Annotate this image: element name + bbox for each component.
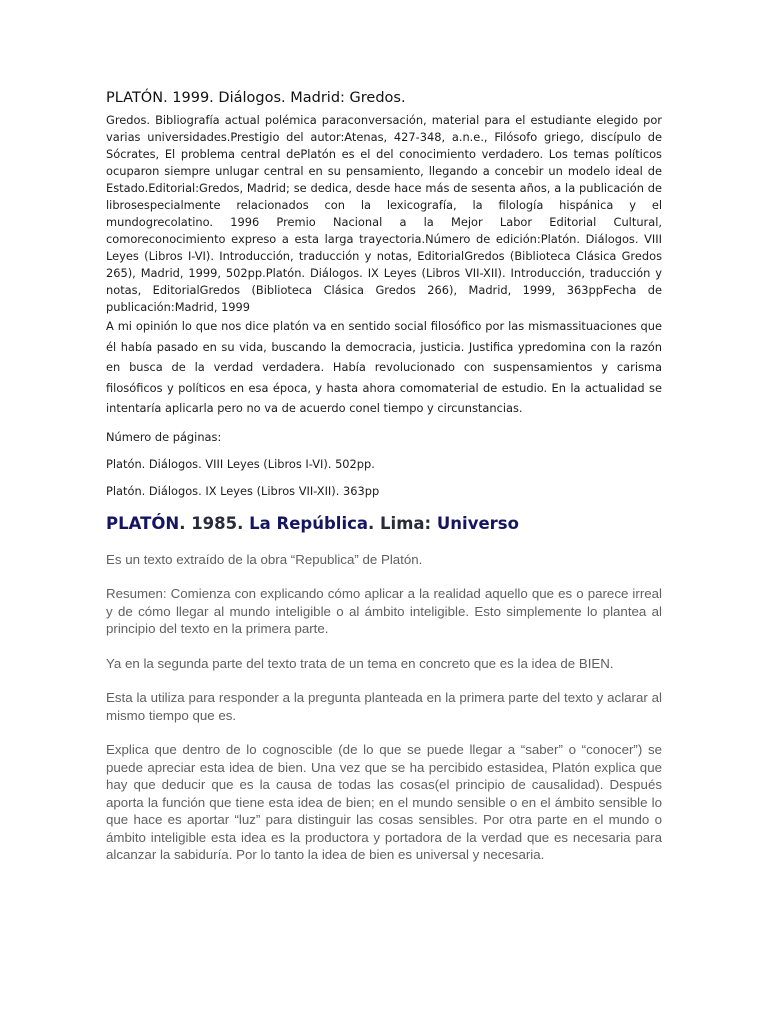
heading2-year: . 1985. xyxy=(179,513,250,533)
paragraph-extract: Es un texto extraído de la obra “Republica” de Platón. xyxy=(106,551,423,567)
heading2-title: La República xyxy=(249,513,369,533)
heading-platon-1985 xyxy=(106,513,662,535)
paragraph-summary: Resumen: Comienza con explicando cómo aplicar a la realidad aquello que es o parece irreal y de cómo llegar al mundo inteligible o al ámbito inteligible. Esto simplemente lo plantea al principio del texto en la primera parte. xyxy=(106,586,662,636)
heading-platon-1999: PLATÓN. 1999. Diálogos. Madrid: Gredos. xyxy=(106,90,406,106)
paragraph-explanation: Explica que dentro de lo cognoscible (de lo que se puede llegar a “saber” o “conocer”) se puede apreciar esta idea de bien. Una vez que se ha percibido estasidea, Platón explica que hay que deducir que es la causa de todas las cosas(el principio de causalidad). Después aporta la función que tiene esta idea de bien; en el mundo sensible o en el ámbito sensible lo que hace es aportar “luz” para distinguir las cosas sensibles. Por otra parte en el mundo o ámbito inteligible esta idea es la productora y portadora de la verdad que es necesaria para alcanzar la sabiduría. Por lo tanto la idea de bien es universal y necesaria. xyxy=(106,742,662,862)
heading2-place: . Lima: xyxy=(368,513,437,533)
paragraph-second-part: Ya en la segunda parte del texto trata de un tema en concreto que es la idea de BIEN. xyxy=(106,655,614,671)
paragraph-opinion: A mi opinión lo que nos dice platón va en sentido social filosófico por las mismassituaciones que él había pasado en su vida, buscando la democracia, justicia. Justifica ypredomina con la razón en busca de la verdad verdadera. Había revolucionado con suspensamientos y carisma filosóficos y políticos en esa época, y hasta ahora comomaterial de estudio. En la actualidad se intentaría aplicarla pero no va de acuerdo conel tiempo y circunstancias. xyxy=(106,319,662,415)
paragraph-bibliography: Gredos. Bibliografía actual polémica paraconversación, material para el estudiante elegido por varias universidades.Prestigio del autor:Atenas, 427-348, a.n.e., Filósofo griego, discípulo de Sócrates, El problema central dePlatón es el del conocimiento verdadero. Los temas políticos ocuparon siempre unlugar central en su pensamiento, llegando a concebir un modelo ideal de Estado.Editorial:Gredos, Madrid; se dedica, desde hace más de sesenta años, a la publicación de librosespecialmente relacionados con la lexicografía, la filología hispánica y el mundogrecolatino. 1996 Premio Nacional a la Mejor Labor Editorial Cultural, comoreconocimiento expreso a esta larga trayectoria.Número de edición:Platón. Diálogos. VIII Leyes (Libros I-VI). Introducción, traducción y notas, EditorialGredos (Biblioteca Clásica Gredos 265), Madrid, 1999, 502pp.Platón. Diálogos. IX Leyes (Libros VII-XII). Introducción, traducción y notas, EditorialGredos (Biblioteca Clásica Gredos 266), Madrid, 1999, 363ppFecha de publicación:Madrid, 1999 xyxy=(106,113,662,314)
pages-line-2: Platón. Diálogos. IX Leyes (Libros VII-XII). 363pp xyxy=(106,483,380,498)
paragraph-usage: Esta la utiliza para responder a la pregunta planteada en la primera parte del texto y aclarar al mismo tiempo que es. xyxy=(106,690,662,723)
heading2-publisher: Universo xyxy=(436,513,519,533)
pages-label: Número de páginas: xyxy=(106,429,222,444)
document-page xyxy=(106,88,662,864)
pages-line-1: Platón. Diálogos. VIII Leyes (Libros I-VI). 502pp. xyxy=(106,456,375,471)
heading2-author: PLATÓN xyxy=(106,513,180,533)
